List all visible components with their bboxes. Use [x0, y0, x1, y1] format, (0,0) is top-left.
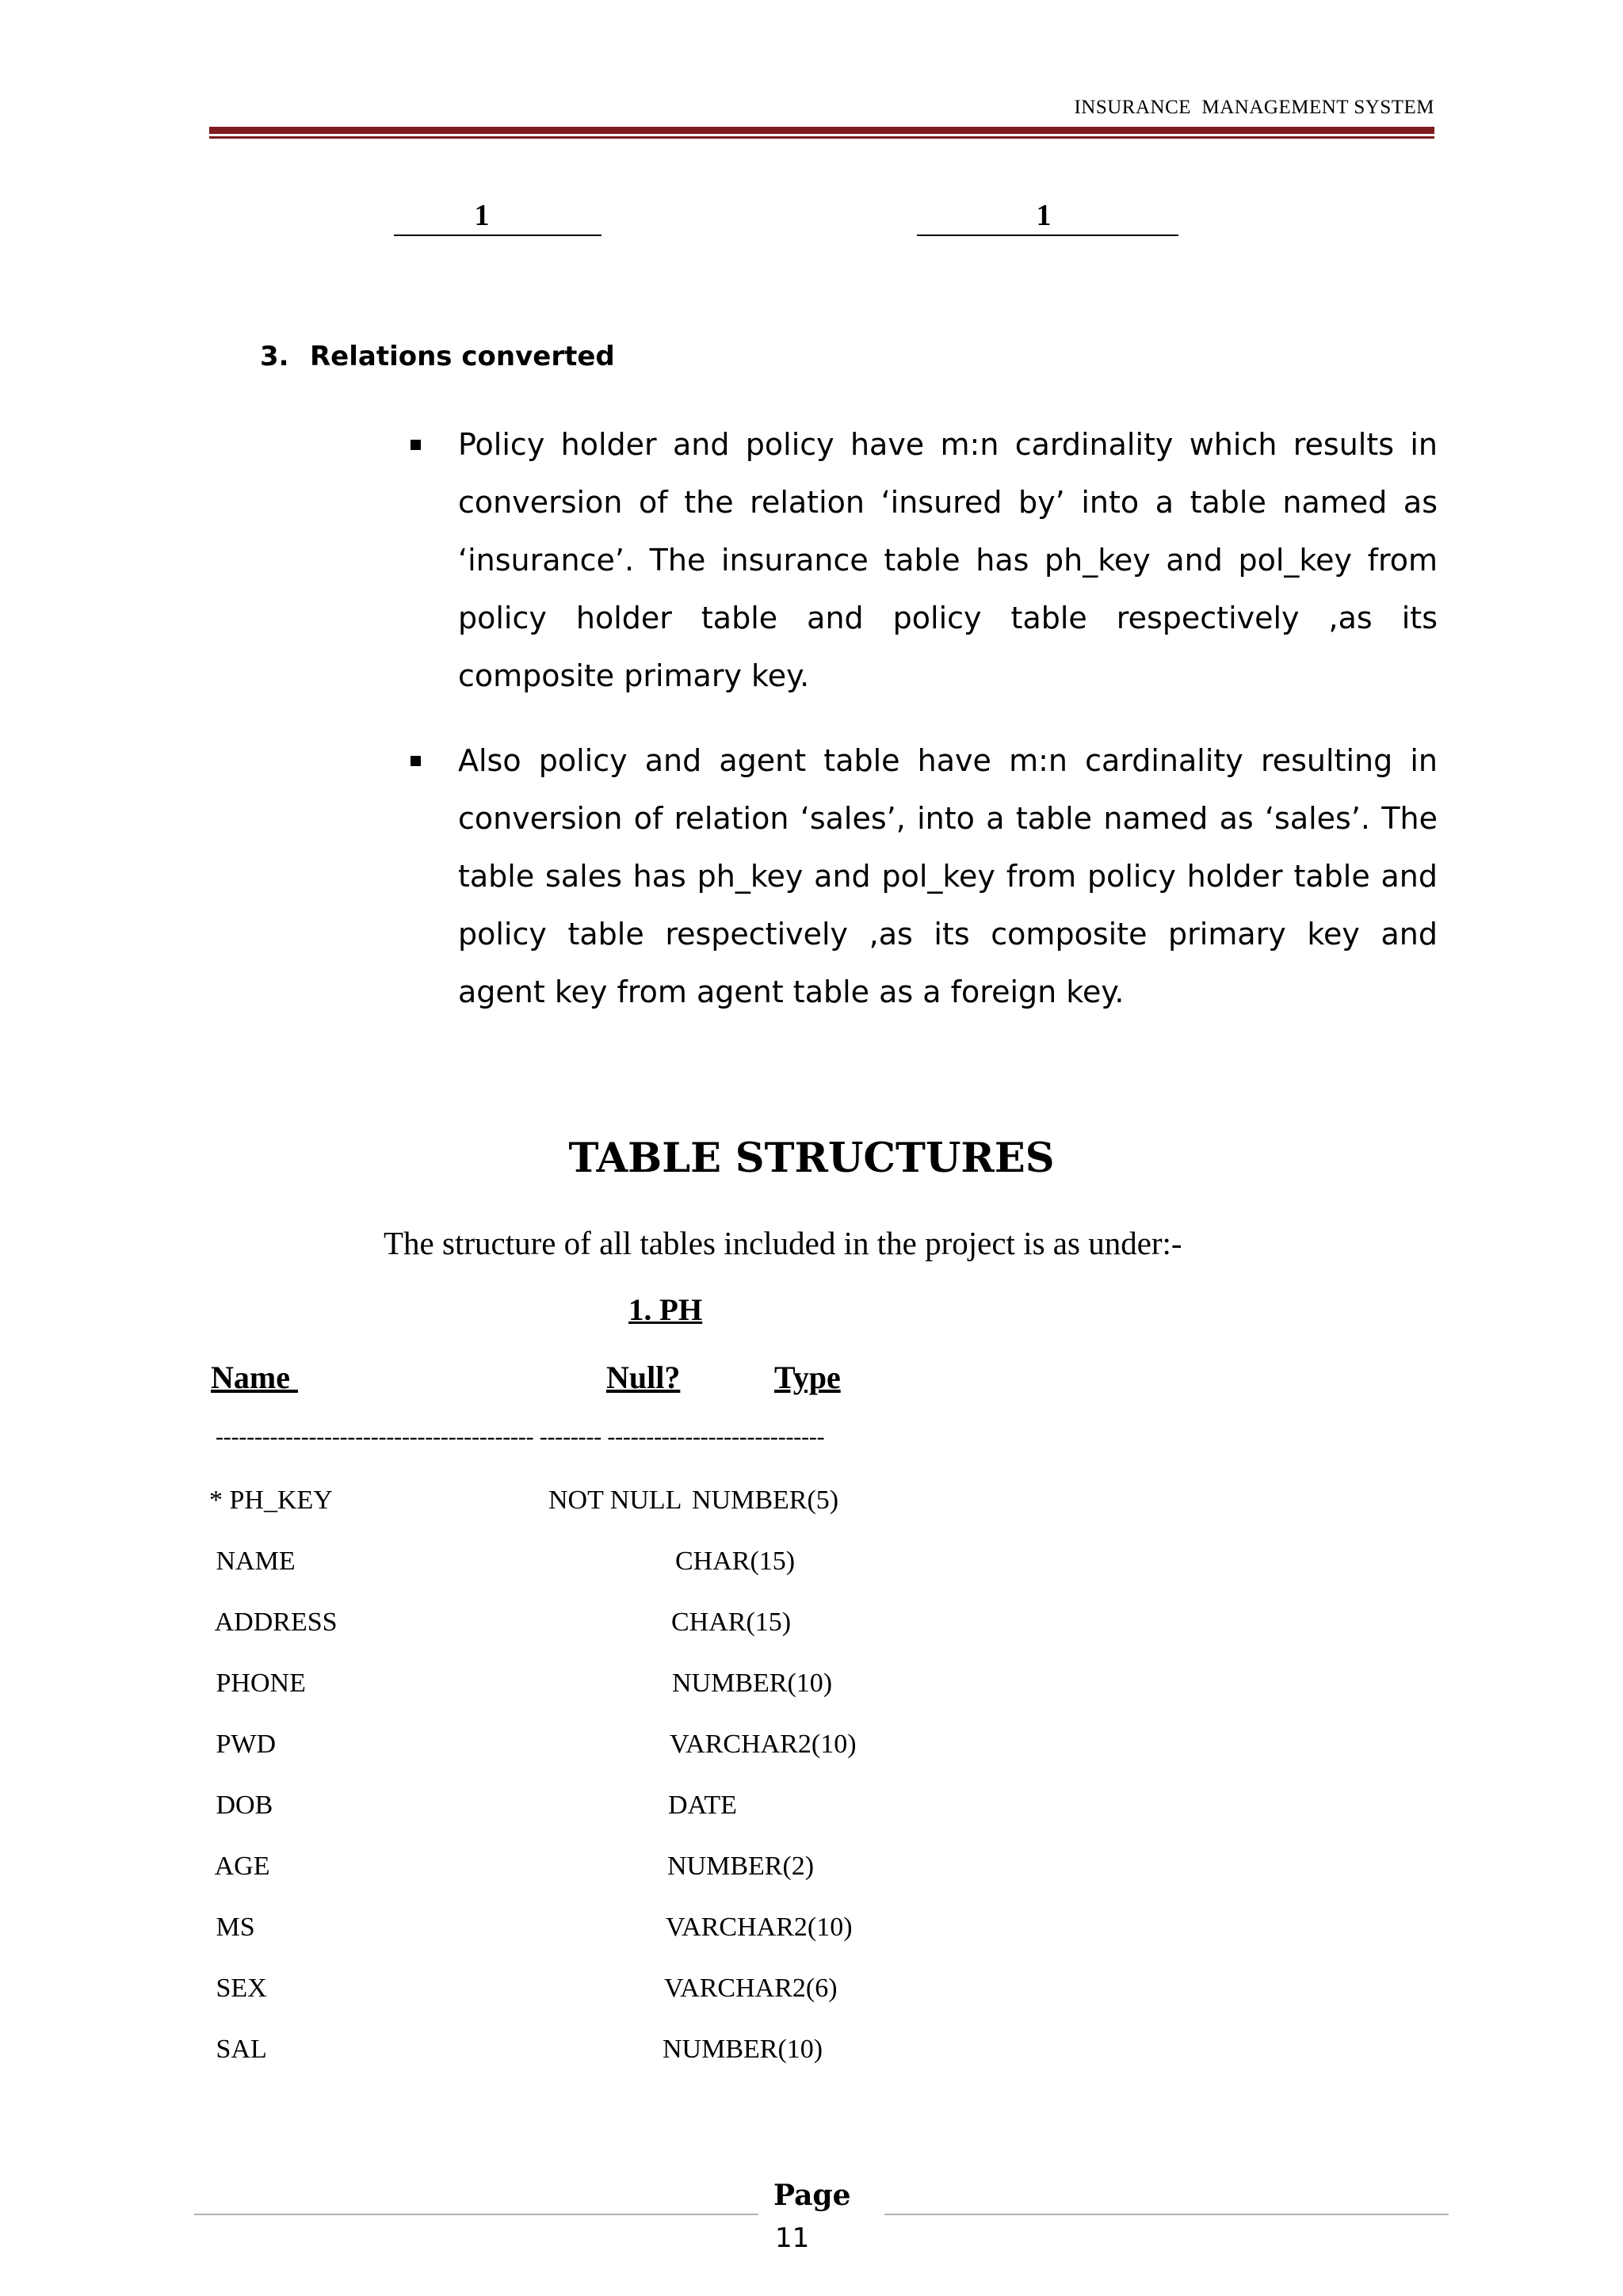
table-row [209, 1852, 1160, 1891]
row-name: * PH_KEY [209, 1486, 333, 1515]
table-row [209, 1974, 1160, 2013]
running-header-title: INSURANCE MANAGEMENT SYSTEM [1074, 97, 1434, 118]
row-name: SAL [209, 2035, 267, 2064]
table-row [209, 1669, 1160, 1708]
header-rule-thick [209, 127, 1434, 134]
section-number: 3. [260, 341, 289, 372]
cardinality-right-line [917, 235, 1178, 236]
column-header-name: Name [211, 1360, 298, 1395]
footer-rule-right [884, 2214, 1449, 2215]
row-name: ADDRESS [209, 1608, 338, 1637]
square-bullet-icon [411, 756, 421, 766]
footer-page-number: 11 [775, 2222, 810, 2254]
square-bullet-icon [411, 440, 421, 450]
row-type: VARCHAR2(10) [670, 1730, 857, 1759]
cardinality-left-line [394, 235, 601, 236]
footer-rule-left [194, 2214, 758, 2215]
relations-bullet-list [406, 416, 1438, 1048]
footer-page-label: Page [773, 2179, 851, 2212]
cardinality-left-label: 1 [474, 199, 490, 232]
row-type: VARCHAR2(10) [666, 1913, 853, 1942]
bullet-text: Policy holder and policy have m:n cardinality which results in conversion of the relation ‘insured by’ into a table named as ‘insurance’. The insurance table has ph_key and pol_key from policy holder table and policy table respectively ,as its composite primary key. [458, 427, 1438, 693]
table-row [209, 1730, 1160, 1769]
section-heading [260, 341, 615, 372]
row-type: NUMBER(10) [663, 2035, 823, 2064]
column-header-null: Null? [606, 1360, 681, 1395]
table-row [209, 2035, 1160, 2074]
cardinality-right-label: 1 [1036, 199, 1052, 232]
bullet-text: Also policy and agent table have m:n cardinality resulting in conversion of relation ‘sales’, into a table named as ‘sales’. The table sales has ph_key and pol_key from policy holder table and policy table respectively ,as its composite primary key and agent key from agent table as a foreign key. [458, 743, 1438, 1009]
row-name: AGE [209, 1852, 270, 1881]
row-name: MS [209, 1913, 255, 1942]
table-row [209, 1547, 1160, 1586]
table-row [209, 1791, 1160, 1830]
row-type: DATE [668, 1791, 737, 1820]
row-type: NUMBER(2) [667, 1852, 815, 1881]
row-type: CHAR(15) [671, 1608, 792, 1637]
row-name: NAME [209, 1547, 296, 1576]
row-type: VARCHAR2(6) [664, 1974, 838, 2003]
row-type: NUMBER(10) [672, 1669, 833, 1698]
section-title: Relations converted [310, 341, 615, 372]
table-row [209, 1608, 1160, 1647]
row-type: NUMBER(5) [692, 1486, 839, 1515]
table-structures-heading: TABLE STRUCTURES [568, 1135, 1055, 1182]
table-structures-intro: The structure of all tables included in the project is as under:- [384, 1225, 1182, 1261]
header-rule-thin [209, 136, 1434, 139]
row-type: CHAR(15) [675, 1547, 796, 1576]
row-null: NOT NULL [548, 1486, 682, 1515]
column-separator: ----------------------------------------- -------- ---------------------------- [216, 1424, 825, 1450]
column-header-type: Type [774, 1360, 841, 1395]
table-row [209, 1486, 1160, 1525]
row-name: PHONE [209, 1669, 306, 1698]
bullet-item [406, 732, 1438, 1021]
table-row [209, 1913, 1160, 1952]
row-name: PWD [209, 1730, 277, 1759]
table-title: 1. PH [628, 1293, 703, 1327]
row-name: SEX [209, 1974, 267, 2003]
row-name: DOB [209, 1791, 273, 1820]
bullet-item [406, 416, 1438, 705]
